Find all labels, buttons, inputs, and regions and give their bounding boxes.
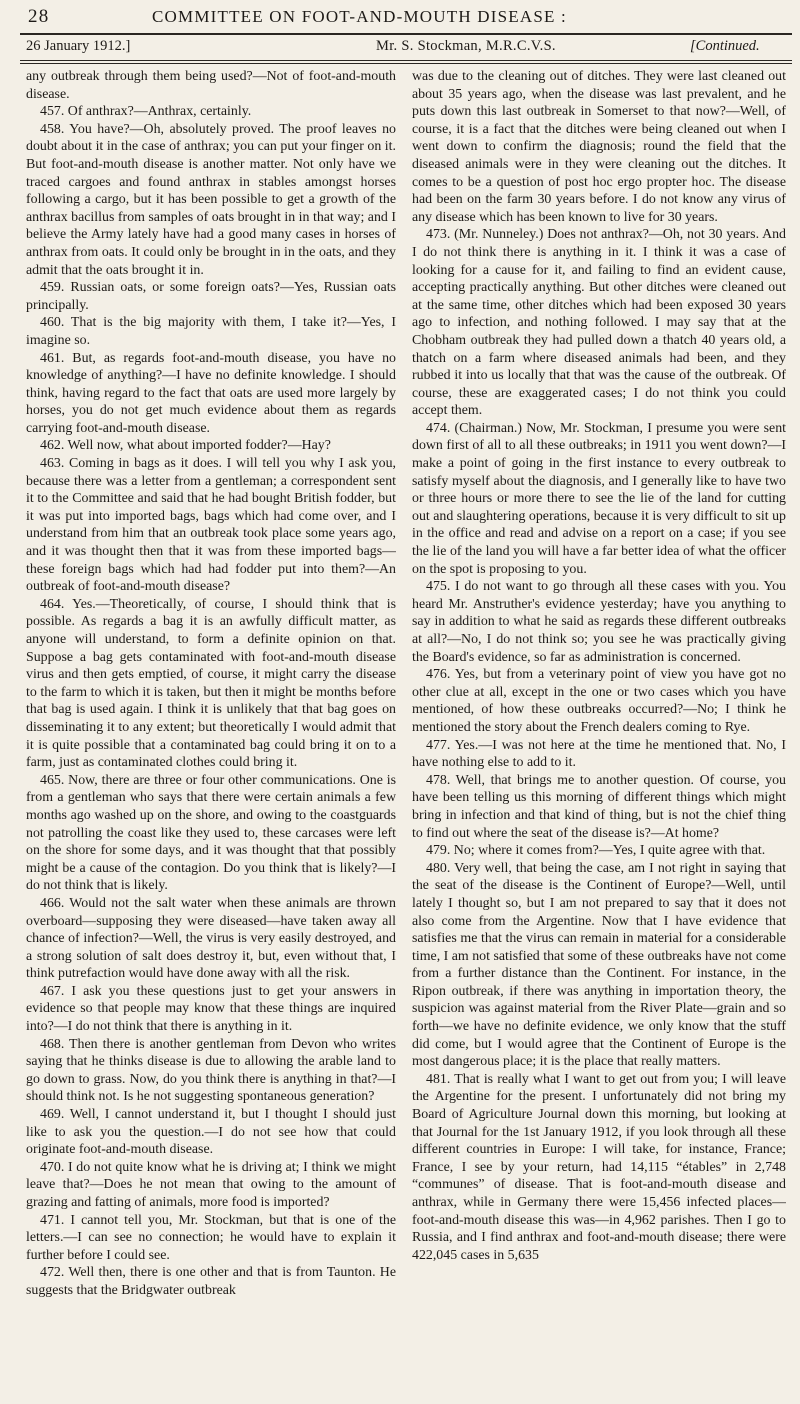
session-date: 26 January 1912.] xyxy=(26,38,131,54)
header-rule-top xyxy=(20,33,792,35)
paragraph: 473. (Mr. Nunneley.) Does not anthrax?—Oh, not 30 years. And I do not think there is anything in it. I think it was a case of looking for a cause for it, and failing to find an evident cause, accepting practically anything. But other ditches were cleaned out at the same time, other ditches which had been exposed 30 years ago to infection, and nothing followed. I may say that at the Chobham outbreak they had pulled down a thatch 40 years old, a thatch on a farm where diseased animals had been, and they rubbed it into us locally that that was the cause of the outbreak. Of course, these are exaggerated cases; I do not think you could accept them. xyxy=(412,227,786,419)
header-rule-bottom-2 xyxy=(20,63,792,64)
paragraph: 468. Then there is another gentleman from Devon who writes saying that he thinks disease is due to allowing the arable land to go down to grass. Now, do you think there is anything in that?—I should think not. Is he not suggesting spontaneous generation? xyxy=(26,1036,396,1105)
paragraph: 470. I do not quite know what he is driving at; I think we might leave that?—Does he not mean that owing to the amount of grazing and fatting of animals, more food is imported? xyxy=(26,1159,396,1210)
paragraph: 458. You have?—Oh, absolutely proved. The proof leaves no doubt about it in the case of anthrax; you can put your finger on it. But foot-and-mouth disease is another matter. Not only have we traced cargoes and found anthrax in stables amongst horses following a cargo, but it has been possible to get a growth of the anthrax bacillus from samples of oats brought in in that way; and I believe the Army lately have had a good many cases in horses of anthrax from oats. It could only be brought in in the oats, and they admit that the oats brought it in. xyxy=(26,121,396,278)
right-column xyxy=(412,68,786,1390)
witness-name: Mr. S. Stockman, M.R.C.V.S. xyxy=(376,38,556,54)
running-head xyxy=(28,6,780,28)
paragraph: 464. Yes.—Theoretically, of course, I should think that is possible. As regards a bag it is an awfully difficult matter, as anyone will understand, to form a definite opinion on that. Suppose a bag gets contaminated with foot-and-mouth disease virus and then gets emptied, of course, it might carry the disease to the farm to which it is taken, but then it might be months before that bag is used again. I think it is unlikely that that bag goes on disseminating it to any extent; but theoretically I would admit that it is quite possible that a contaminated bag could bring it on to a farm, just as contaminated clothes could bring it. xyxy=(26,596,396,771)
paragraph: 472. Well then, there is one other and that is from Taunton. He suggests that the Bridgwater outbreak xyxy=(26,1265,396,1298)
paragraph: was due to the cleaning out of ditches. They were last cleaned out about 35 years ago, when the disease was last prevalent, and he puts down this last outbreak in Somerset to that now?—Well, of course, it is a fact that the ditches were being cleaned out when I went down to confirm the diagnosis; round the field that the diseased animals were in they were cleaning out the ditches. It comes to be a question of post hoc ergo propter hoc. The disease had been on the farm 30 years before. I do not know any virus of any disease which has been known to live for 30 years. xyxy=(412,69,786,225)
paragraph: 467. I ask you these questions just to get your answers in evidence so that people may know that these things are inquired into?—I do not think that there is anything in it. xyxy=(26,983,396,1035)
page-number: 28 xyxy=(28,6,50,27)
paragraph: 466. Would not the salt water when these animals are thrown overboard—supposing they were diseased—have taken away all chance of infection?—Well, the virus is very easily destroyed, and a strong solution of salt does destroy it, but, even without that, I think putrefaction would have done away with all the risk. xyxy=(26,895,396,982)
paragraph: 480. Very well, that being the case, am I not right in saying that the seat of the disease is the Continent of Europe?—Well, until lately I thought so, but I am not prepared to say that it does not also come from the Argentine. Now that I have evidence that satisfies me that the virus can remain in material for a considerable time, I am not satisfied that some of these outbreaks have not come from a further distance than the Continent. For instance, in the Ripon outbreak, if there was anything in importation theory, the suspicion was against material from the River Plate—grain and so forth—we have no definite evidence, we only know that the stuff did come, but I would agree that the Continent of Europe is the most dangerous place; it is the place that really matters. xyxy=(412,860,786,1070)
running-title: COMMITTEE ON FOOT-AND-MOUTH DISEASE : xyxy=(152,7,567,26)
paragraph: 465. Now, there are three or four other communications. One is from a gentleman who says that there were certain animals a few months ago washed up on the shore, and owing to the coastguards not patrolling the coast like they used to, these carcases were left on the shore for some days, and it was thought that that possibly might be a cause of the contagion. Do you think that is likely?—I do not think that is likely. xyxy=(26,772,396,894)
paragraph: 479. No; where it comes from?—Yes, I quite agree with that. xyxy=(426,843,766,859)
paragraph: any outbreak through them being used?—Not of foot-and-mouth disease. xyxy=(26,69,396,102)
paragraph: 463. Coming in bags as it does. I will tell you why I ask you, because there was a letter from a gentleman; a correspondent sent it to the Committee and said that he had bought British fodder, but it was put into imported bags, bags which had come over, and I understand from him that an outbreak took place some years ago, and it was thought then that it was from these imported bags—these foreign bags which had had fodder put into them?—An outbreak of foot-and-mouth disease? xyxy=(26,456,396,595)
paragraph: 462. Well now, what about imported fodder?—Hay? xyxy=(40,438,331,454)
left-column xyxy=(26,68,396,1390)
paragraph: 477. Yes.—I was not here at the time he mentioned that. No, I have nothing else to add to it. xyxy=(412,737,786,771)
paragraph: 469. Well, I cannot understand it, but I thought I should just like to ask you the question.—I do not see how that could originate foot-and-mouth disease. xyxy=(26,1107,396,1158)
paragraph: 459. Russian oats, or some foreign oats?—Yes, Russian oats principally. xyxy=(26,280,396,313)
paragraph: 476. Yes, but from a veterinary point of view you have got no other clue at all, except in the one or two cases which you have mentioned, of how these outbreaks occurred?—No; I think he mentioned the story about the French dealers coming to Rye. xyxy=(412,667,786,735)
paragraph: 481. That is really what I want to get out from you; I will leave the Argentine for the present. I unfortunately did not bring my Board of Agriculture Journal down this morning, but looking at that Journal for the 1st January 1912, if you look through all these different countries in Europe: I will take, for instance, France; France, I see by your return, had 14,115 “étables” in 2,748 “communes” of disease. That is foot-and-mouth disease and anthrax, while in Germany there were 15,456 infected places—foot-and-mouth disease this was—in 4,962 parishes. Then I go to Russia, and I find anthrax and foot-and-mouth disease; there were 422,045 cases in 5,635 xyxy=(412,1071,786,1263)
header-rule-bottom xyxy=(20,60,792,61)
continued-label: [Continued. xyxy=(690,38,760,54)
paragraph: 474. (Chairman.) Now, Mr. Stockman, I presume you were sent down first of all to all these outbreaks; in 1911 you went down?—I make a point of going in the first instance to every outbreak to satisfy myself about the diagnosis, and I generally like to have two or three hours or more there to see the lie of the land for cutting out and slaughtering operations, because it is very difficult to sit up in the office and read and advise on a report on a case; if you see the lie of the land you will have a far better idea of what the officer on the spot is proposing to you. xyxy=(412,420,786,577)
header-row xyxy=(26,38,792,60)
paragraph: 460. That is the big majority with them, I take it?—Yes, I imagine so. xyxy=(26,315,396,348)
paragraph: 475. I do not want to go through all these cases with you. You heard Mr. Anstruther's evidence yesterday; have you anything to say in addition to what he said as regards these different outbreaks at all?—No, I do not think so; you see he was practically giving the Board's evidence, so far as administration is concerned. xyxy=(412,579,786,665)
paragraph: 457. Of anthrax?—Anthrax, certainly. xyxy=(40,104,252,120)
paragraph: 461. But, as regards foot-and-mouth disease, you have no knowledge of anything?—I have no definite knowledge. I should think, having regard to the fact that oats are used more largely by horses, you do not get much evidence about them as regards carrying foot-and-mouth disease. xyxy=(26,350,396,436)
paragraph: 478. Well, that brings me to another question. Of course, you have been telling us this morning of different things which might bring in infection and that kind of thing, but is not the chief thing to find out where the seat of the disease is?—At home? xyxy=(412,772,786,841)
paragraph: 471. I cannot tell you, Mr. Stockman, but that is one of the letters.—I can see no connection; he would have to explain it further before I could see. xyxy=(26,1212,396,1263)
